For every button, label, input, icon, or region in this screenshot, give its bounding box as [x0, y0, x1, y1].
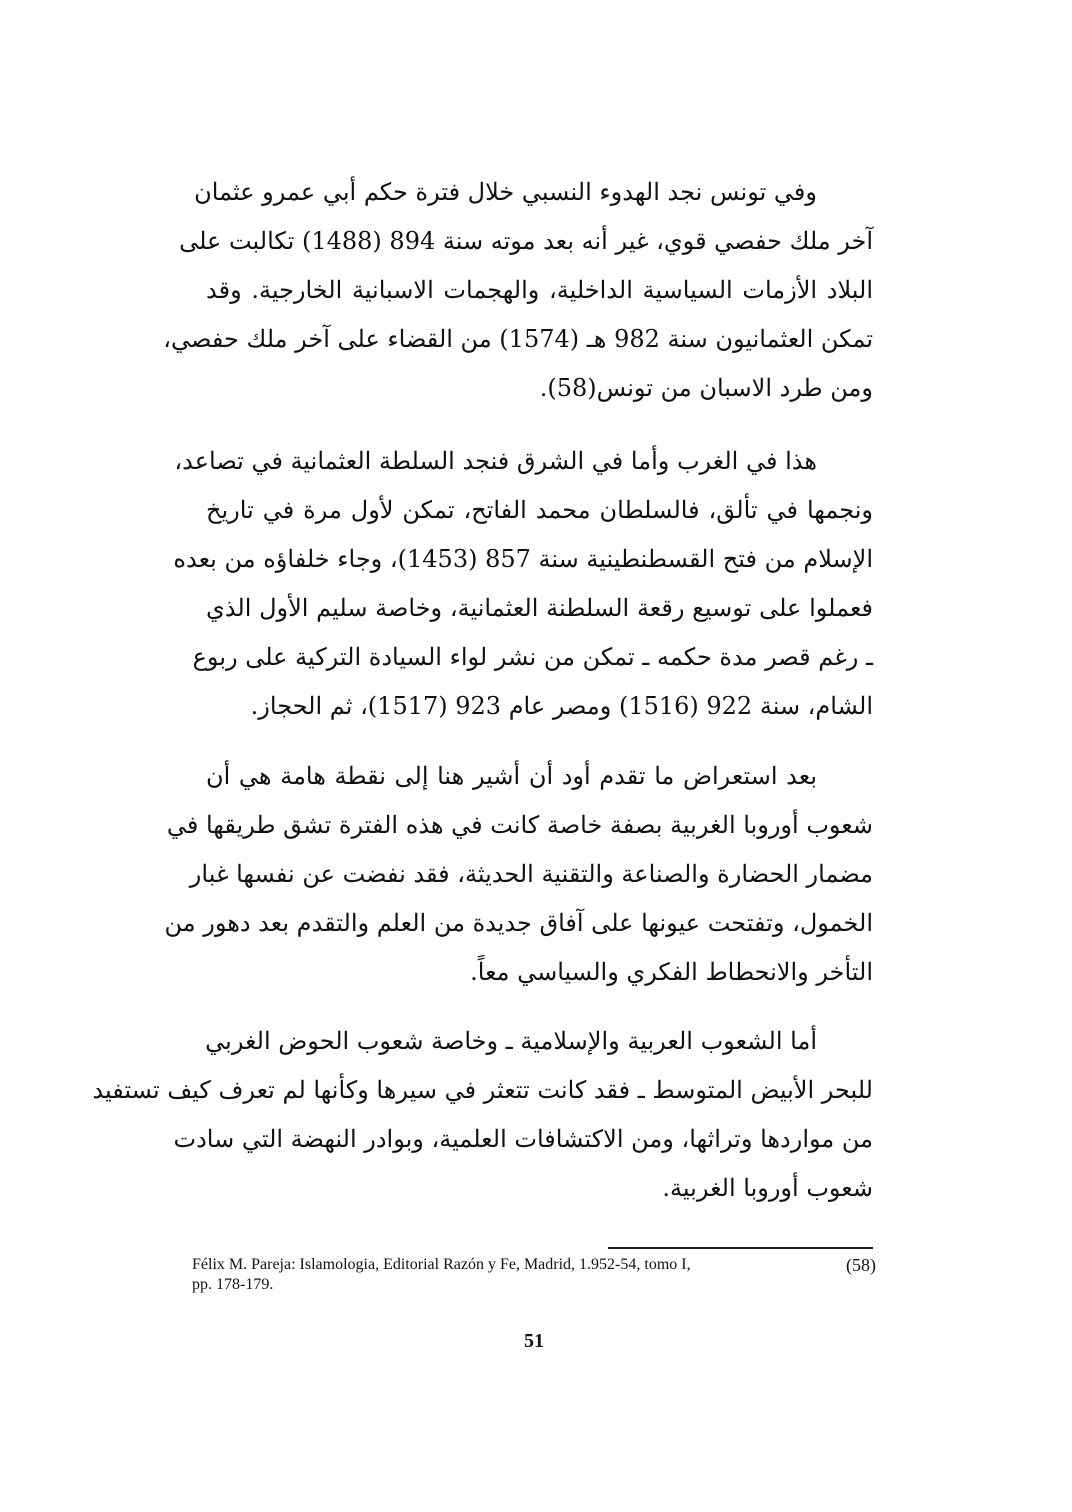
paragraph-line: البلاد الأزمات السياسية الداخلية، والهجمات الاسبانية الخارجية. وقد	[206, 276, 873, 304]
footnote-separator	[608, 1247, 873, 1249]
paragraph-line: الخمول، وتفتحت عيونها على آفاق جديدة من العلم والتقدم بعد دهور من	[164, 909, 873, 937]
paragraph-3	[164, 752, 873, 997]
paragraph-line: شعوب أوروبا الغربية بصفة خاصة كانت في هذه الفترة تشق طريقها في	[166, 811, 873, 839]
paragraph-line: ومن طرد الاسبان من تونس(58).	[539, 374, 873, 402]
paragraph-line: للبحر الأبيض المتوسط ـ فقد كانت تتعثر في سيرها وكأنها لم تعرف كيف تستفيد	[92, 1076, 873, 1104]
page-number: 51	[524, 1330, 544, 1352]
paragraph-line: فعملوا على توسيع رقعة السلطنة العثمانية، وخاصة سليم الأول الذي	[206, 594, 874, 622]
footnote-row	[192, 1275, 876, 1295]
footnote	[192, 1255, 876, 1295]
paragraph-2	[173, 437, 874, 731]
paragraph-line: مضمار الحضارة والصناعة والتقنية الحديثة، فقد نفضت عن نفسها غبار	[189, 860, 873, 888]
paragraph-line: أما الشعوب العربية والإسلامية ـ وخاصة شعوب الحوض الغربي	[205, 1027, 817, 1055]
footnote-marker: (58)	[846, 1255, 876, 1275]
footnote-row	[192, 1255, 876, 1275]
paragraph-line: آخر ملك حفصي قوي، غير أنه بعد موته سنة 894 (1488) تكالبت على	[179, 227, 873, 255]
paragraph-line: بعد استعراض ما تقدم أود أن أشير هنا إلى نقطة هامة هي أن	[206, 762, 817, 790]
paragraph-4	[92, 1017, 873, 1213]
footnote-text-line-2: pp. 178-179.	[192, 1276, 274, 1293]
paragraph-line: هذا في الغرب وأما في الشرق فنجد السلطة العثمانية في تصاعد،	[174, 447, 817, 475]
paragraph-line: تمكن العثمانيون سنة 982 هـ (1574) من القضاء على آخر ملك حفصي،	[163, 325, 873, 353]
paragraph-line: شعوب أوروبا الغربية.	[662, 1174, 873, 1202]
paragraph-line: من مواردها وتراثها، ومن الاكتشافات العلمية، وبوادر النهضة التي سادت	[173, 1125, 873, 1153]
paragraph-line: ـ رغم قصر مدة حكمه ـ تمكن من نشر لواء السيادة التركية على ربوع	[192, 643, 873, 671]
paragraph-line: الشام، سنة 922 (1516) ومصر عام 923 (1517)، ثم الحجاز.	[250, 692, 873, 720]
paragraph-line: التأخر والانحطاط الفكري والسياسي معاً.	[470, 958, 873, 986]
footnote-text-line-1: Félix M. Pareja: Islamologia, Editorial Razón y Fe, Madrid, 1.952-54, tomo I,	[192, 1256, 691, 1273]
paragraph-line: وفي تونس نجد الهدوء النسبي خلال فترة حكم أبي عمرو عثمان	[194, 178, 817, 206]
paragraph-line: ونجمها في تألق، فالسلطان محمد الفاتح، تمكن لأول مرة في تاريخ	[206, 496, 873, 524]
paragraph-line: الإسلام من فتح القسطنطينية سنة 857 (1453)، وجاء خلفاؤه من بعده	[173, 545, 873, 573]
paragraph-1	[163, 168, 873, 413]
